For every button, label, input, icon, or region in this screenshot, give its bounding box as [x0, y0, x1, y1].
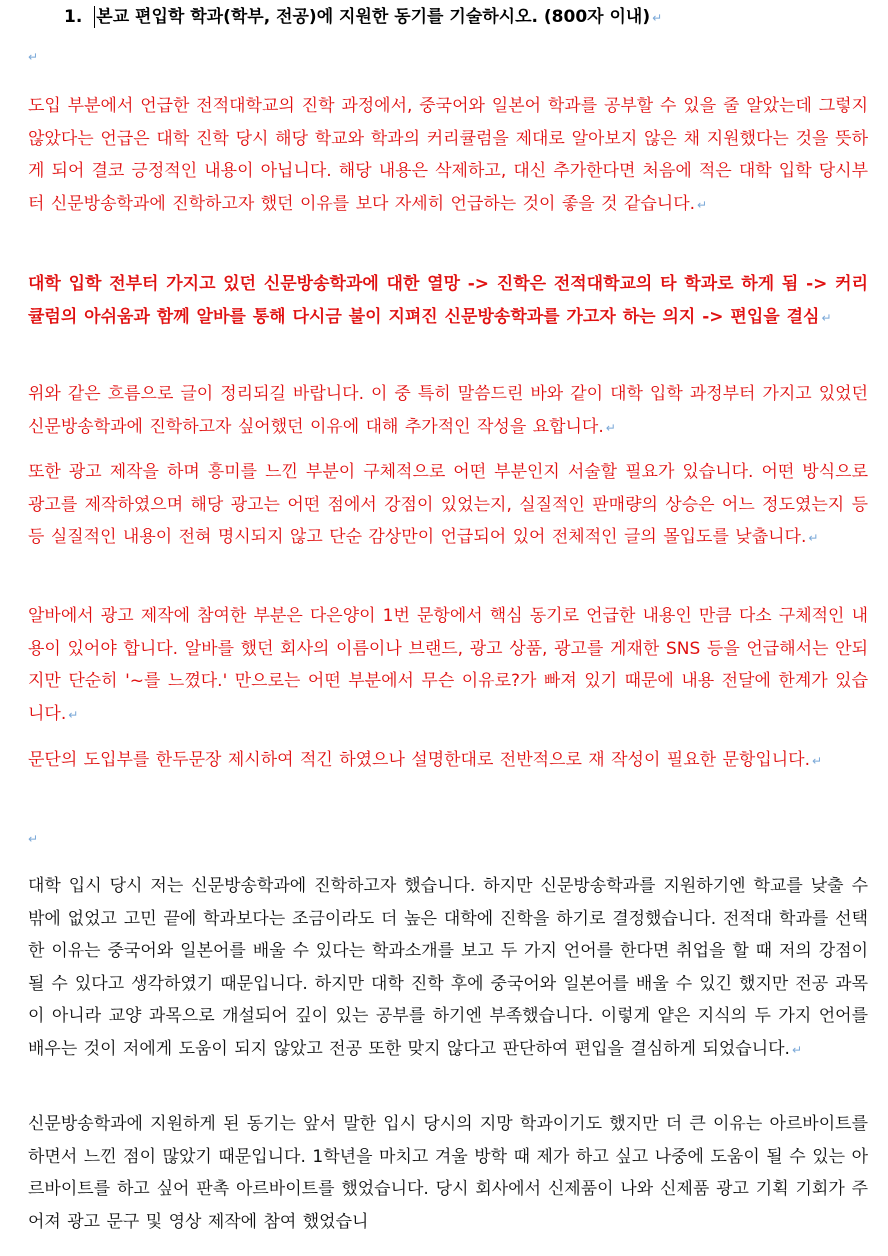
paragraph-mark-icon: ↵ [28, 50, 39, 64]
paragraph-mark-icon: ↵ [812, 754, 823, 768]
feedback-paragraph[interactable]: 도입 부분에서 언급한 전적대학교의 진학 과정에서, 중국어와 일본어 학과를 공부할 수 있을 줄 알았는데 그렇지 않았다는 언급은 대학 진학 당시 해당 학교와 학과의 커리큘럼을 제대로 알아보지 않은 채 지원했다는 것을 뜻하게 되어 결코 긍정적인 내용이 아닙니다. 해당 내용은 삭제하고, 대신 추가한다면 처음에 적은 대학 입학 당시부터 신문방송학과에 진학하고자 했던 이유를 보다 자세히 언급하는 것이 좋을 것 같습니다. ↵ [28, 96, 868, 214]
essay-paragraph[interactable]: 신문방송학과에 지원하게 된 동기는 앞서 말한 입시 당시의 지망 학과이기도 했지만 더 큰 이유는 아르바이트를 하면서 느낀 점이 많았기 때문입니다. 1학년을 마치고 겨울 방학 때 제가 하고 싶고 나중에 도움이 될 수 있는 아르바이트를 하고 싶어 판촉 아르바이트를 했었습니다. 당시 회사에서 신제품이 나와 신제품 광고 기획 기회가 주어져 광고 문구 및 영상 제작에 참여 했었습니 [28, 1114, 868, 1232]
paragraph-mark-icon: ↵ [68, 707, 79, 722]
paragraph-mark-icon: ↵ [697, 197, 708, 212]
paragraph-mark-icon: ↵ [791, 1042, 803, 1057]
feedback-paragraph[interactable]: 알바에서 광고 제작에 참여한 부분은 다은양이 1번 문항에서 핵심 동기로 언급한 내용인 만큼 다소 구체적인 내용이 있어야 합니다. 알바를 했던 회사의 이름이나 브랜드, 광고 상품, 광고를 게재한 SNS 등을 언급해서는 안되지만 단순히 '~를 느꼈다.' 만으로는 어떤 부분에서 무슨 이유로?가 빠져 있기 때문에 내용 전달에 한계가 있습니다. ↵ [28, 606, 868, 724]
question-text[interactable]: 본교 편입학 학과(학부, 전공)에 지원한 동기를 기술하시오. (800자 이내) [96, 7, 651, 27]
paragraph-mark-icon: ↵ [821, 310, 832, 325]
paragraph-mark-icon: ↵ [652, 11, 663, 25]
feedback-paragraph[interactable]: 또한 광고 제작을 하며 흥미를 느낀 부분이 구체적으로 어떤 부분인지 서술할 필요가 있습니다. 어떤 방식으로 광고를 제작하였으며 해당 광고는 어떤 점에서 강점이 있었는지, 실질적인 판매량의 상승은 어느 정도였는지 등등 실질적인 내용이 전혀 명시되지 않고 단순 감상만이 언급되어 있어 전체적인 글의 몰입도를 낮춥니다. ↵ [28, 462, 868, 547]
question-heading [64, 4, 662, 31]
paragraph-mark-icon: ↵ [605, 420, 616, 435]
feedback-flow-summary[interactable]: 대학 입학 전부터 가지고 있던 신문방송학과에 대한 열망 -> 진학은 전적대학교의 타 학과로 하게 됨 -> 커리큘럼의 아쉬움과 함께 알바를 통해 다시금 불이 지펴진 신문방송학과를 가고자 하는 의지 -> 편입을 결심 ↵ [28, 274, 868, 327]
question-number: 1. [64, 7, 83, 27]
essay-paragraph[interactable]: 대학 입시 당시 저는 신문방송학과에 진학하고자 했습니다. 하지만 신문방송학과를 지원하기엔 학교를 낮출 수 밖에 없었고 고민 끝에 학과보다는 조금이라도 더 높은 대학에 진학을 하기로 결정했습니다. 전적대 학과를 선택한 이유는 중국어와 일본어를 배울 수 있다는 학과소개를 보고 두 가지 언어를 한다면 취업을 할 때 저의 강점이 될 수 있다고 생각하였기 때문입니다. 하지만 대학 진학 후에 중국어와 일본어를 배울 수 있긴 했지만 전공 과목이 아니라 교양 과목으로 개설되어 깊이 있는 공부를 하기엔 부족했습니다. 이렇게 얕은 지식의 두 가지 언어를 배우는 것이 저에게 도움이 되지 않았고 전공 또한 맞지 않다고 판단하여 편입을 결심하게 되었습니다. ↵ [28, 876, 868, 1059]
paragraph-mark-icon: ↵ [808, 531, 819, 545]
feedback-paragraph[interactable]: 위와 같은 흐름으로 글이 정리되길 바랍니다. 이 중 특히 말씀드린 바와 같이 대학 입학 과정부터 가지고 있었던 신문방송학과에 진학하고자 싶어했던 이유에 대해 추가적인 작성을 요합니다. ↵ [28, 384, 868, 437]
feedback-paragraph[interactable]: 문단의 도입부를 한두문장 제시하여 적긴 하였으나 설명한대로 전반적으로 재 작성이 필요한 문항입니다. ↵ [28, 750, 823, 770]
paragraph-mark-icon: ↵ [28, 832, 39, 846]
